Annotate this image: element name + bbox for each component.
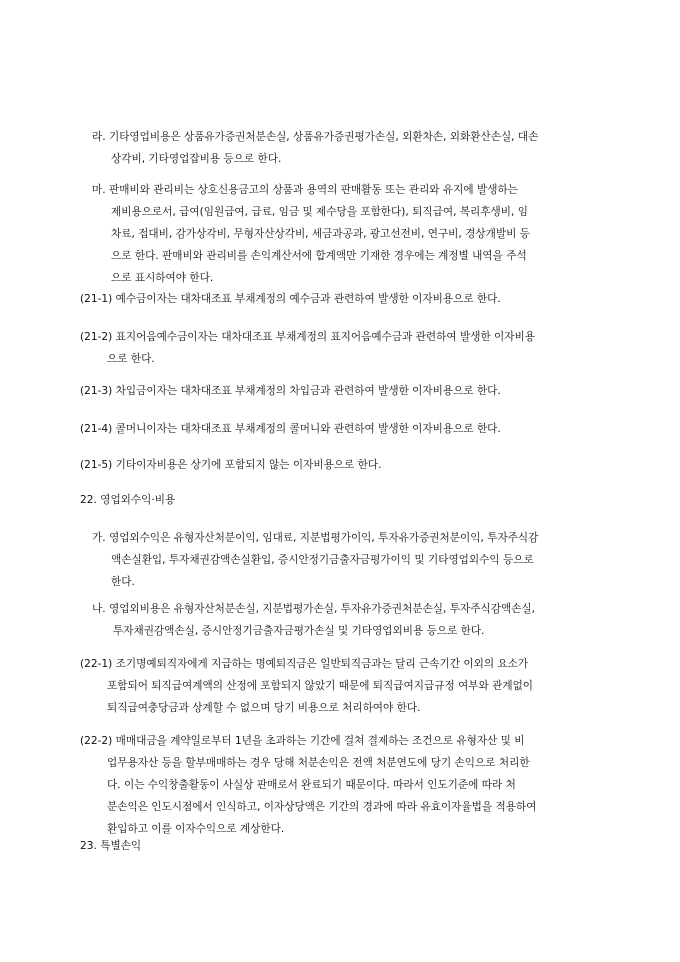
note-21-4 — [80, 418, 606, 440]
note-21-3 — [80, 380, 606, 402]
note-21-5-line-1: (21-5) 기타이자비용은 상기에 포함되지 않는 이자비용으로 한다. — [80, 459, 382, 471]
note-21-2-line-1: (21-2) 표지어음예수금이자는 대차대조표 부채계정의 표지어음예수금과 관련하여 발생한 이자비용 — [80, 331, 535, 343]
note-21-5 — [80, 454, 606, 476]
note-22-1-line-3: 퇴직급여충당금과 상계할 수 없으며 당기 비용으로 처리하여야 한다. — [107, 702, 421, 714]
note-22-2-line-4: 분손익은 인도시점에서 인식하고, 이자상당액은 기간의 경과에 따라 유효이자율법을 적용하여 — [107, 801, 537, 813]
item-na — [92, 598, 604, 642]
note-22-1-line-1: (22-1) 조기명예퇴직자에게 지급하는 명예퇴직금은 일반퇴직금과는 달리 근속기간 이외의 요소가 — [80, 658, 529, 670]
item-ga-line-1: 가. 영업외수익은 유형자산처분이익, 임대료, 지분법평가이익, 투자유가증권처분이익, 투자주식감 — [92, 532, 539, 544]
note-22-2-line-1: (22-2) 매매대금을 계약일로부터 1년을 초과하는 기간에 걸쳐 결제하는 조건으로 유형자산 및 비 — [80, 735, 525, 747]
item-na-line-1: 나. 영업외비용은 유형자산처분손실, 지분법평가손실, 투자유가증권처분손실, 투자주식감액손실, — [92, 603, 536, 615]
note-22-2-line-2: 업무용자산 등을 할부매매하는 경우 당해 처분손익은 전액 처분연도에 당기 손익으로 처리한 — [107, 757, 530, 769]
item-ga-line-2: 액손실환입, 투자채권감액손실환입, 증시안정기금출자금평가이익 및 기타영업외수익 등으로 — [111, 554, 534, 566]
note-22-1-line-2: 포함되어 퇴직급여계액의 산정에 포함되지 않았기 때문에 퇴직급여지급규정 여부와 관계없이 — [107, 680, 534, 692]
section-heading-23-text: 23. 특별손익 — [80, 840, 142, 852]
note-22-2 — [80, 730, 606, 840]
section-heading-23 — [80, 835, 141, 857]
note-22-1 — [80, 653, 606, 719]
section-heading-22-text: 22. 영업외수익·비용 — [80, 494, 176, 506]
item-ra — [92, 126, 604, 170]
note-21-3-line-1: (21-3) 차입금이자는 대차대조표 부채계정의 차입금과 관련하여 발생한 이자비용으로 한다. — [80, 385, 501, 397]
note-22-2-line-5: 환입하고 이를 이자수익으로 계상한다. — [107, 823, 285, 835]
item-ma-line-1: 마. 판매비와 관리비는 상호신용금고의 상품과 용역의 판매활동 또는 관리와 유지에 발생하는 — [92, 184, 518, 196]
item-ra-line-2: 상각비, 기타영업잡비용 등으로 한다. — [111, 153, 282, 165]
note-21-2 — [80, 326, 606, 370]
note-21-1 — [80, 288, 606, 310]
note-22-2-line-3: 다. 이는 수익창출활동이 사실상 판매로서 완료되기 때문이다. 따라서 인도기준에 따라 처 — [107, 779, 516, 791]
note-21-4-line-1: (21-4) 콜머니이자는 대차대조표 부채계정의 콜머니와 관련하여 발생한 이자비용으로 한다. — [80, 423, 501, 435]
note-21-2-line-2: 으로 한다. — [107, 353, 155, 365]
item-ma-line-4: 으로 한다. 판매비와 관리비를 손익계산서에 합계액만 기재한 경우에는 계정별 내역을 주석 — [111, 250, 527, 262]
section-heading-22 — [80, 489, 175, 511]
item-ga-line-3: 한다. — [111, 576, 135, 588]
item-ma-line-2: 제비용으로서, 급여(임원급여, 급료, 임금 및 제수당을 포함한다), 퇴직급여, 복리후생비, 임 — [111, 206, 528, 218]
note-21-1-line-1: (21-1) 예수금이자는 대차대조표 부채계정의 예수금과 관련하여 발생한 이자비용으로 한다. — [80, 293, 501, 305]
item-ma-line-5: 으로 표시하여야 한다. — [111, 272, 214, 284]
item-ma-line-3: 차료, 접대비, 감가상각비, 무형자산상각비, 세금과공과, 광고선전비, 연구비, 경상개발비 등 — [111, 228, 530, 240]
item-na-line-2: 투자채권감액손실, 증시안정기금출자금평가손실 및 기타영업외비용 등으로 한다. — [113, 625, 485, 637]
item-ga — [92, 527, 604, 593]
item-ma — [92, 179, 604, 289]
item-ra-line-1: 라. 기타영업비용은 상품유가증권처분손실, 상품유가증권평가손실, 외환차손, 외화환산손실, 대손 — [92, 131, 539, 143]
